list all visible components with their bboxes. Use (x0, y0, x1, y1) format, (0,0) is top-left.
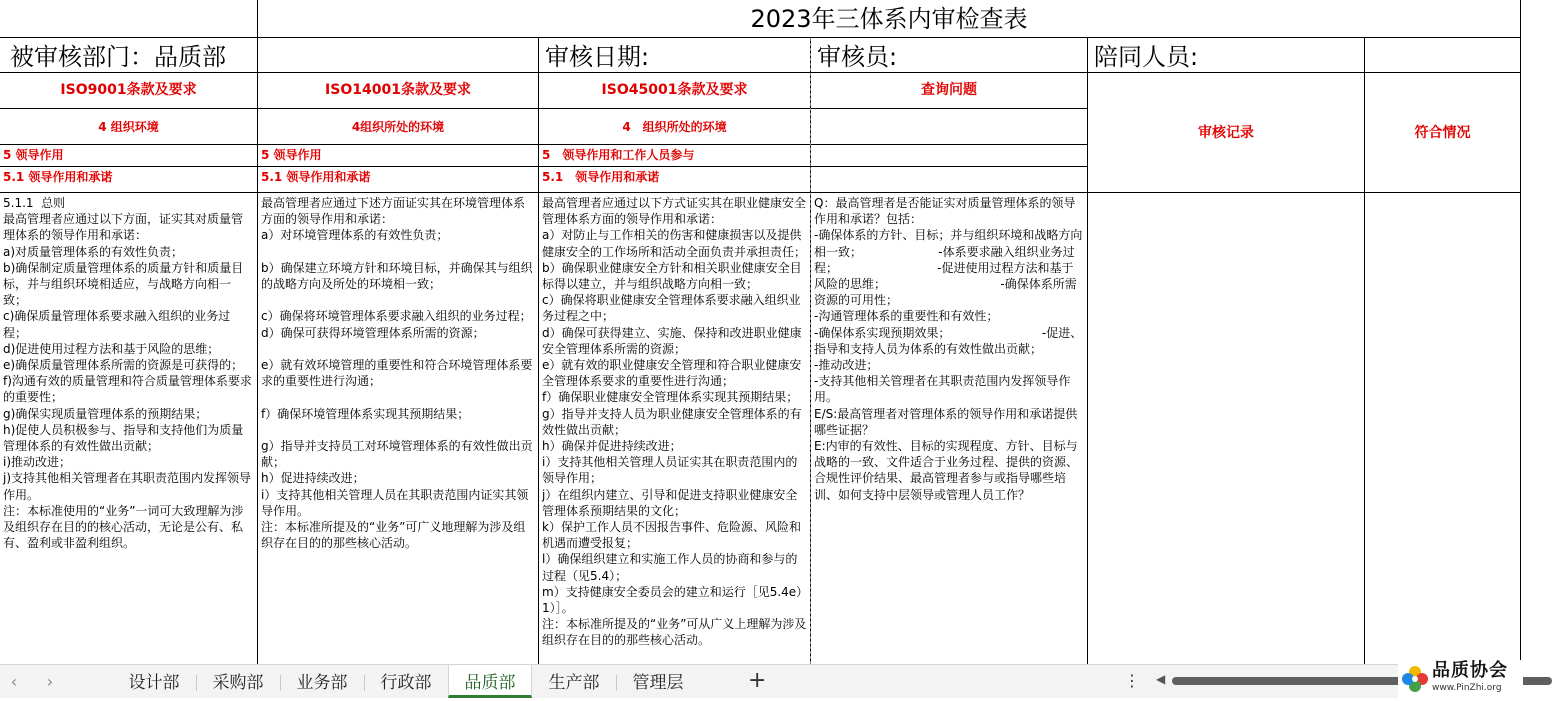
cell-blank-f2[interactable] (1365, 38, 1521, 73)
clause51-iso14001[interactable]: 5.1 领导作用和承诺 (258, 167, 539, 193)
content-iso9001[interactable]: 5.1.1 总则 最高管理者应通过以下方面，证实其对质量管理体系的领导作用和承诺： a)对质量管理体系的有效性负责； b)确保制定质量管理体系的质量方针和质量目标，并与组织环境相适应，与战略方向相一致； c)确保质量管理体系要求融入组织的业务过程； d)促进使用过程方法和基于风险的思维； e)确保质量管理体系所需的资源是可获得的； f)沟通有效的质量管理和符合质量管理体系要求的重要性； g)确保实现质量管理体系的预期结果； h)促使人员积极参与、指导和支持他们为质量管理体系的有效性做出贡献； i)推动改进； j)支持其他相关管理者在其职责范围内发挥领导作用。 注：本标准使用的“业务”一词可大致理解为涉及组织存在目的的核心活动，无论是公有、私有、盈利或非盈利组织。 (0, 193, 258, 673)
prev-sheet-button[interactable]: ‹ (10, 672, 18, 691)
next-sheet-button[interactable]: › (46, 672, 54, 691)
header-iso9001[interactable]: ISO9001条款及要求 (0, 73, 258, 109)
clause5-query[interactable] (811, 145, 1088, 167)
tab-quality[interactable]: 品质部 (448, 665, 532, 698)
tab-business[interactable]: 业务部 (296, 673, 348, 693)
header-audit-record[interactable]: 审核记录 (1088, 73, 1365, 193)
audited-department-cell[interactable]: 被审核部门：品质部 (0, 38, 258, 73)
clause51-iso9001[interactable]: 5.1 领导作用和承诺 (0, 167, 258, 193)
cell-blank-a1[interactable] (0, 0, 258, 38)
header-iso14001[interactable]: ISO14001条款及要求 (258, 73, 539, 109)
page-break-line (810, 38, 811, 664)
content-audit-record[interactable] (1088, 193, 1365, 673)
clause4-iso9001[interactable]: 4 组织环境 (0, 109, 258, 145)
sheet-tab-bar (0, 664, 1523, 698)
clause4-iso45001[interactable]: 4 组织所处的环境 (539, 109, 811, 145)
clause4-iso14001[interactable]: 4组织所处的环境 (258, 109, 539, 145)
clause51-iso45001[interactable]: 5.1 领导作用和承诺 (539, 167, 811, 193)
tab-production[interactable]: 生产部 (548, 673, 600, 693)
clause5-iso45001[interactable]: 5 领导作用和工作人员参与 (539, 145, 811, 167)
watermark-url: www.PinZhi.org (1432, 683, 1502, 693)
tab-purchasing[interactable]: 采购部 (212, 673, 264, 693)
sheet-title-cell[interactable]: 2023年三体系内审检查表 (258, 0, 1521, 38)
clause51-query[interactable] (811, 167, 1088, 193)
header-conformity[interactable]: 符合情况 (1365, 73, 1521, 193)
header-iso45001[interactable]: ISO45001条款及要求 (539, 73, 811, 109)
auditor-cell[interactable]: 审核员: (811, 38, 1088, 73)
watermark-logo (1398, 660, 1523, 698)
content-iso45001[interactable]: 最高管理者应通过以下方式证实其在职业健康安全管理体系方面的领导作用和承诺： a）对防止与工作相关的伤害和健康损害以及提供健康安全的工作场所和活动全面负责并承担责任； b）确保职业健康安全方针和相关职业健康安全目标得以建立，并与组织战略方向相一致； c）确保将职业健康安全管理体系要求融入组织业务过程之中； d）确保可获得建立、实施、保持和改进职业健康安全管理体系所需的资源； e）就有效的职业健康安全管理和符合职业健康安全管理体系要求的重要性进行沟通； f）确保职业健康安全管理体系实现其预期结果； g）指导并支持人员为职业健康安全管理体系的有效性做出贡献； h）确保并促进持续改进； i）支持其他相关管理人员证实其在职责范围内的领导作用； j）在组织内建立、引导和促进支持职业健康安全管理体系预期结果的文化； k）保护工作人员不因报告事件、危险源、风险和机遇而遭受报复； l）确保组织建立和实施工作人员的协商和参与的过程（见5.4）； m）支持健康安全委员会的建立和运行［见5.4e）1）］。 注：本标准所提及的“业务”可从广义上理解为涉及组织存在目的的那些核心活动。 (539, 193, 811, 673)
clause5-iso9001[interactable]: 5 领导作用 (0, 145, 258, 167)
cell-blank-b2[interactable] (258, 38, 539, 73)
audit-date-cell[interactable]: 审核日期: (539, 38, 811, 73)
content-query[interactable]: Q：最高管理者是否能证实对质量管理体系的领导作用和承诺？包括： -确保体系的方针、目标；并与组织环境和战略方向相一致； -体系要求融入组织业务过程； -促进使用过程方法和基于风险的思维； -确保体系所需资源的可用性； -沟通管理体系的重要性和有效性； -确保体系实现预期效果； -促进、指导和支持人员为体系的有效性做出贡献； -推动改进； -支持其他相关管理者在其职责范围内发挥领导作用。 E/S:最高管理者对管理体系的领导作用和承诺提供哪些证据？ E:内审的有效性、目标的实现程度、方针、目标与战略的一致、文件适合于业务过程、提供的资源、合规性评价结果、最高管理者参与或指导哪些培训、如何支持中层领导或管理人员工作？ (811, 193, 1088, 673)
watermark-name: 品质协会 (1432, 660, 1508, 681)
scroll-left-icon[interactable]: ◀ (1156, 672, 1166, 686)
tab-admin[interactable]: 行政部 (380, 673, 432, 693)
tab-design[interactable]: 设计部 (128, 673, 180, 693)
clause5-iso14001[interactable]: 5 领导作用 (258, 145, 539, 167)
add-sheet-button[interactable]: + (748, 668, 767, 693)
more-options-icon[interactable]: ⋮ (1124, 671, 1140, 690)
content-iso14001[interactable]: 最高管理者应通过下述方面证实其在环境管理体系方面的领导作用和承诺： a）对环境管理体系的有效性负责； b）确保建立环境方针和环境目标，并确保其与组织的战略方向及所处的环境相一致； c）确保将环境管理体系要求融入组织的业务过程； d）确保可获得环境管理体系所需的资源； e）就有效环境管理的重要性和符合环境管理体系要求的重要性进行沟通； f）确保环境管理体系实现其预期结果； g）指导并支持员工对环境管理体系的有效性做出贡献； h）促进持续改进； i）支持其他相关管理人员在其职责范围内证实其领导作用。 注：本标准所提及的“业务”可广义地理解为涉及组织存在目的的那些核心活动。 (258, 193, 539, 673)
accompany-cell[interactable]: 陪同人员: (1088, 38, 1365, 73)
header-query[interactable]: 查询问题 (811, 73, 1088, 109)
tab-management[interactable]: 管理层 (632, 673, 684, 693)
content-conformity[interactable] (1365, 193, 1521, 673)
clause4-query[interactable] (811, 109, 1088, 145)
flower-logo-icon (1400, 664, 1430, 694)
